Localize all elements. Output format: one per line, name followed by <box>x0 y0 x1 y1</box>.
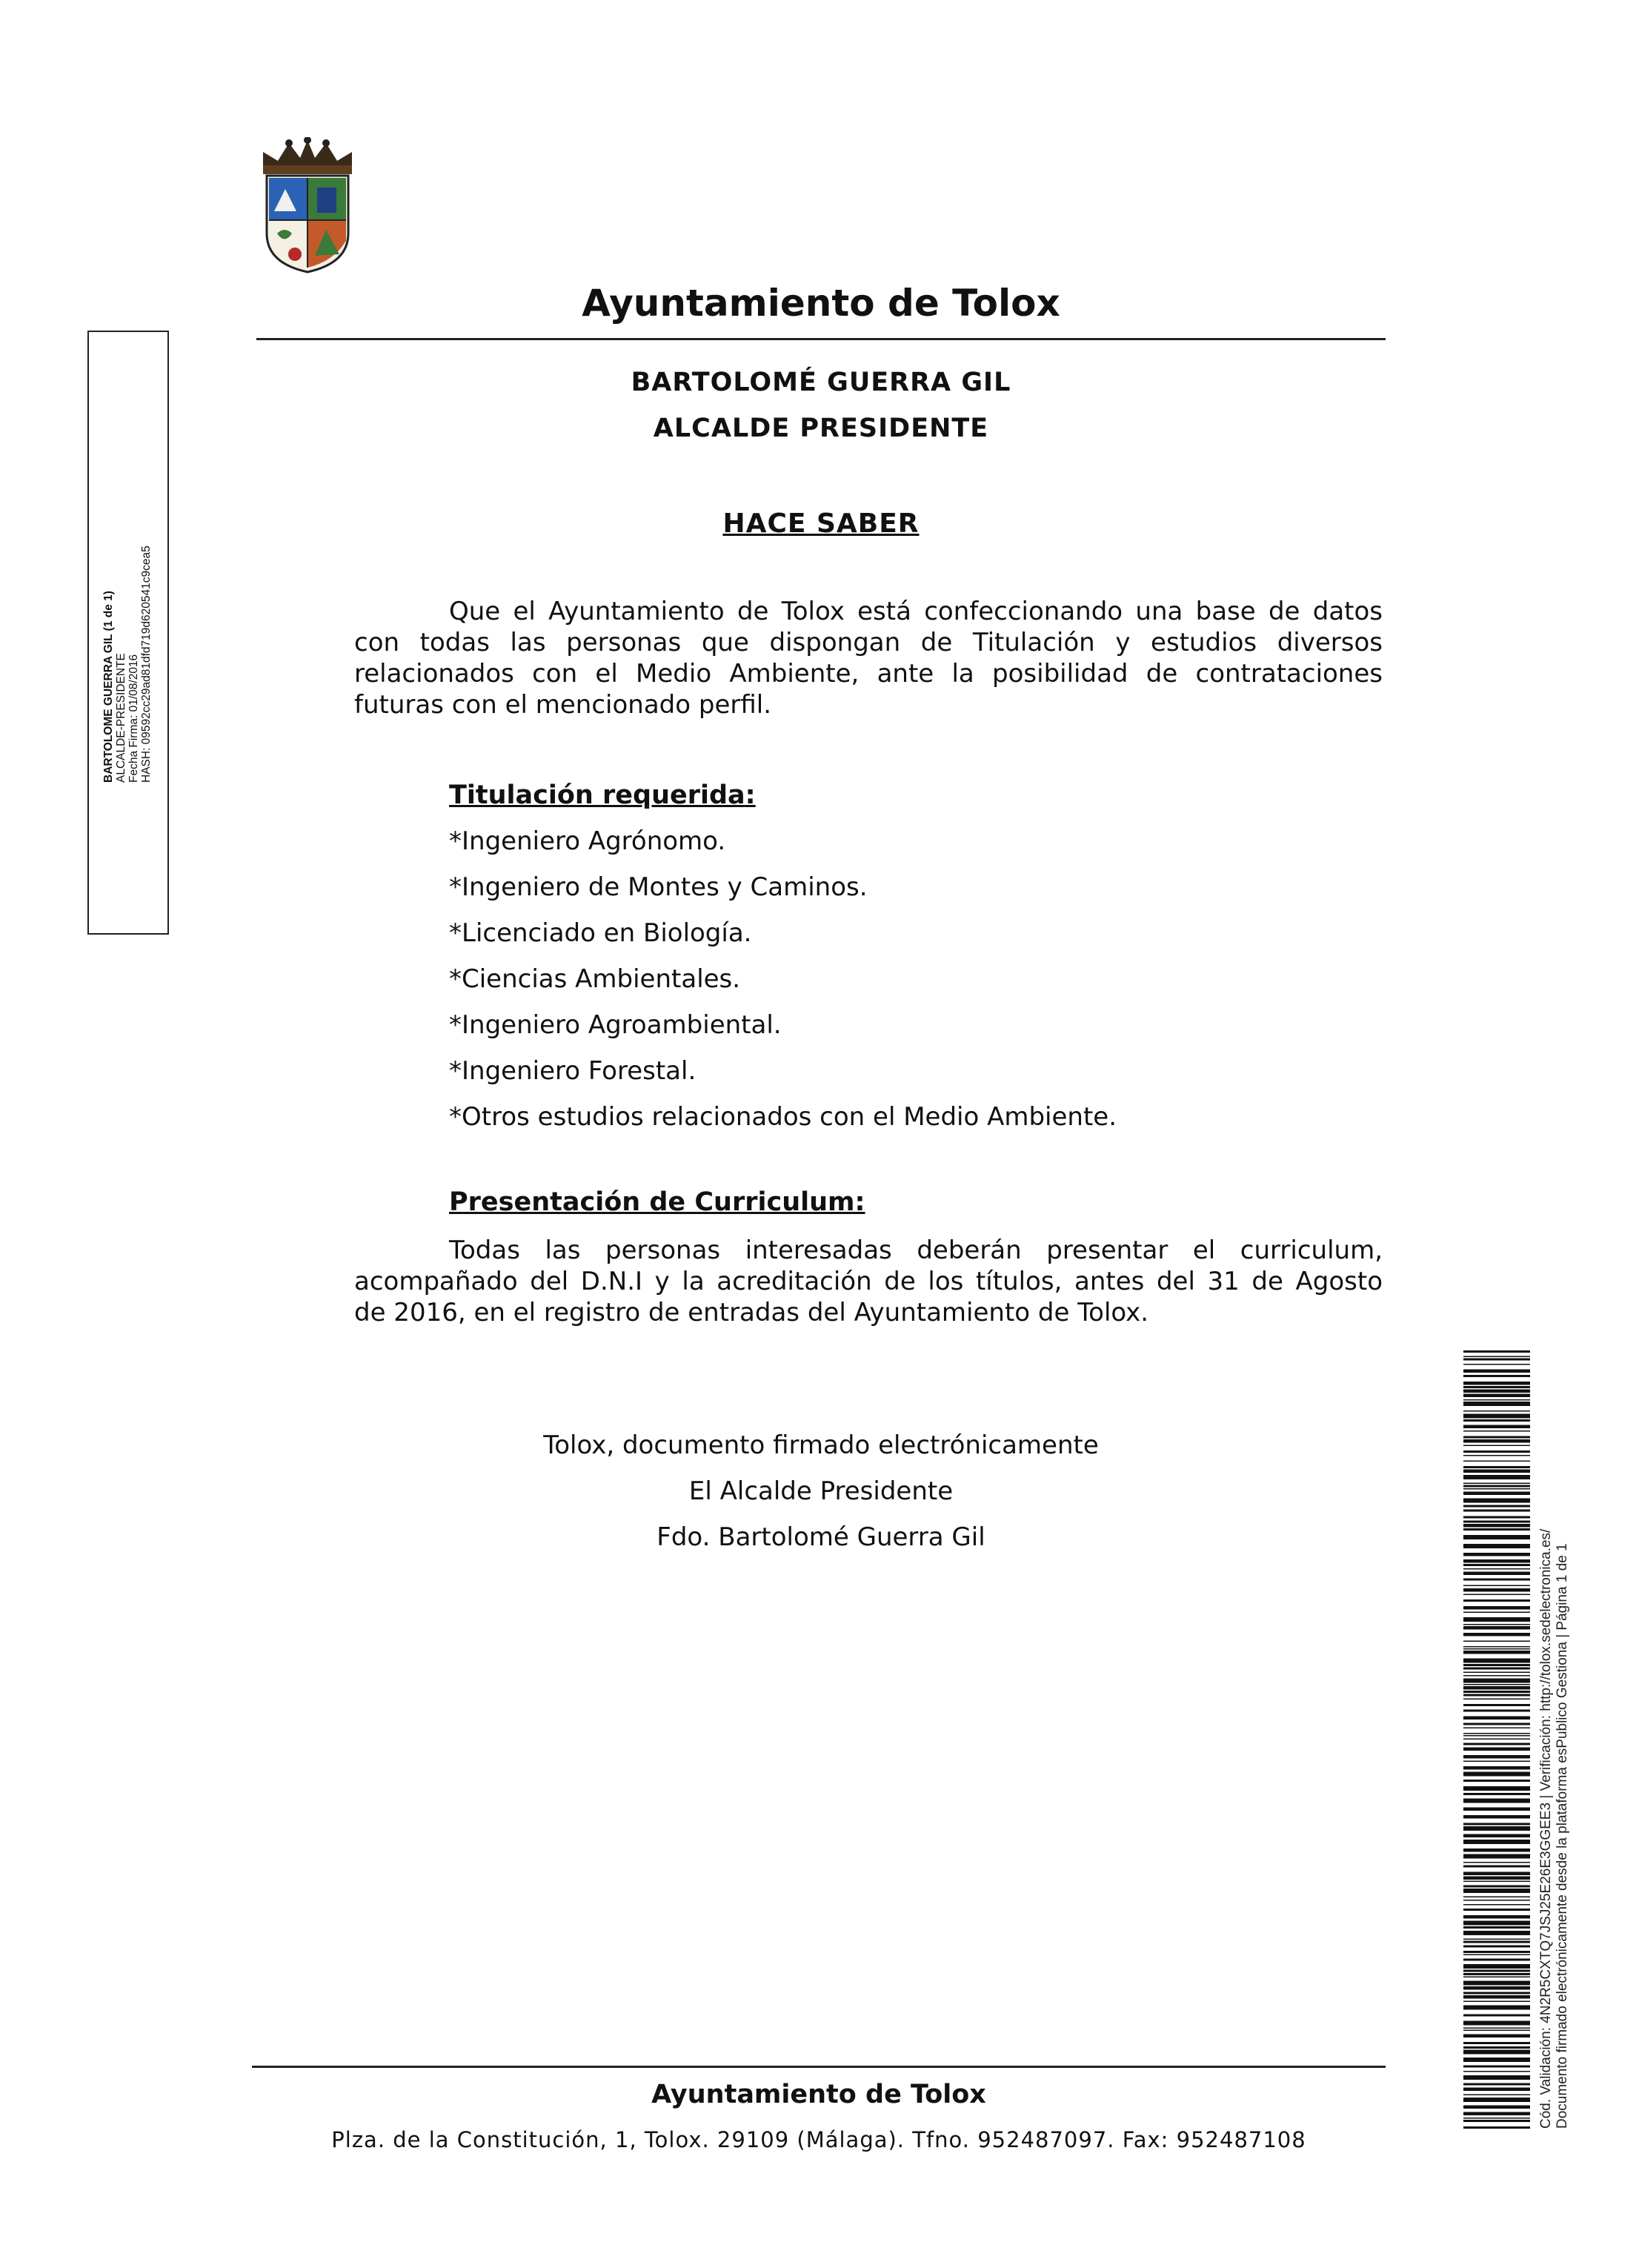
barcode-bar <box>1463 1840 1530 1844</box>
intro-line: Que el Ayuntamiento de Tolox está confeccionando una base de datos <box>449 597 1383 626</box>
footer-divider <box>252 2066 1386 2068</box>
barcode-bar <box>1463 2035 1530 2038</box>
titulacion-heading-colon: : <box>745 780 756 810</box>
barcode-bar <box>1463 1728 1530 1729</box>
barcode-bar <box>1463 1350 1530 1353</box>
barcode-bar <box>1463 1995 1530 1999</box>
barcode-bar <box>1463 1648 1530 1650</box>
validation-code: Cód. Validación: 4N2R5CXTQ7JSJ25E26E3GGEE3 | Verificación: http://tolox.sedelectronica.es/ <box>1538 1528 1554 2129</box>
signature-role: ALCALDE-PRESIDENTE <box>115 653 127 783</box>
notice-heading: HACE SABER <box>722 508 920 539</box>
barcode-bar <box>1463 1691 1530 1693</box>
barcode-bar <box>1463 2066 1530 2068</box>
document-title: Ayuntamiento de Tolox <box>582 282 1060 325</box>
barcode-bar <box>1463 1553 1530 1556</box>
presentacion-paragraph <box>354 1235 1383 1328</box>
closing-signature-line: Fdo. Bartolomé Guerra Gil <box>656 1522 985 1552</box>
barcode-bar <box>1463 1445 1530 1447</box>
barcode-bar <box>1463 2042 1530 2044</box>
barcode-bar <box>1463 1606 1530 1610</box>
barcode-bar <box>1463 1780 1530 1782</box>
barcode-bar <box>1463 1646 1530 1648</box>
barcode-bar <box>1463 1572 1530 1576</box>
barcode-bar <box>1463 1815 1530 1819</box>
barcode-bar <box>1463 1799 1530 1803</box>
barcode-bar <box>1463 1992 1530 1995</box>
barcode-bar <box>1463 1394 1530 1398</box>
barcode-bar <box>1463 1668 1530 1670</box>
barcode-bar <box>1463 1921 1530 1926</box>
barcode-bar <box>1463 1475 1530 1479</box>
barcode-bar <box>1463 1579 1530 1581</box>
barcode-bar <box>1463 1710 1530 1712</box>
barcode-bar <box>1463 1410 1530 1412</box>
closing-role-line: El Alcalde Presidente <box>688 1476 954 1506</box>
barcode-bar <box>1463 1568 1530 1570</box>
presentacion-line: Todas las personas interesadas deberán presentar el curriculum, <box>449 1236 1383 1265</box>
barcode-bar <box>1463 1414 1530 1419</box>
barcode-bar <box>1463 1528 1530 1531</box>
validation-platform: Documento firmado electrónicamente desde la plataforma esPublico Gestiona | Página 1 de 1 <box>1555 1543 1570 2129</box>
barcode-bar <box>1463 1356 1530 1358</box>
barcode-bar <box>1463 1510 1530 1512</box>
barcode-bar <box>1463 1761 1530 1763</box>
barcode-bar <box>1463 2083 1530 2086</box>
barcode-bar <box>1463 1735 1530 1737</box>
barcode-bar <box>1463 1672 1530 1674</box>
barcode-bar <box>1463 1455 1530 1456</box>
barcode-bar <box>1463 1505 1530 1508</box>
barcode-bar <box>1463 1516 1530 1519</box>
presentacion-heading-text: Presentación de Curriculum <box>449 1187 855 1217</box>
barcode-bar <box>1463 1588 1530 1592</box>
barcode-bar <box>1463 1370 1530 1373</box>
barcode-bar <box>1463 1679 1530 1683</box>
barcode-bar <box>1463 1723 1530 1725</box>
barcode-bar <box>1463 1359 1530 1361</box>
barcode-bar <box>1463 2028 1530 2029</box>
list-item: *Ciencias Ambientales. <box>449 964 741 994</box>
barcode-bar <box>1463 2006 1530 2010</box>
barcode-bar <box>1463 1439 1530 1443</box>
titulacion-heading-text: Titulación requerida <box>449 780 745 810</box>
barcode-bar <box>1463 1559 1530 1563</box>
barcode-bar <box>1463 1499 1530 1503</box>
header-divider <box>256 338 1386 340</box>
barcode-bar <box>1463 1881 1530 1883</box>
barcode-bar <box>1463 1986 1530 1990</box>
list-item: *Otros estudios relacionados con el Medio Ambiente. <box>449 1102 1117 1132</box>
barcode-bar <box>1463 1748 1530 1751</box>
barcode-bar <box>1463 1909 1530 1911</box>
signature-date: Fecha Firma: 01/08/2016 <box>127 654 140 783</box>
barcode-bar <box>1463 1521 1530 1523</box>
barcode-bar <box>1463 1564 1530 1566</box>
barcode-bar <box>1463 1699 1530 1700</box>
barcode-bar <box>1463 1826 1530 1831</box>
list-item: *Ingeniero Agroambiental. <box>449 1010 782 1040</box>
barcode-bar <box>1463 1651 1530 1654</box>
barcode-bar <box>1463 1386 1530 1388</box>
barcode-bar <box>1463 1617 1530 1622</box>
barcode-bar <box>1463 1585 1530 1587</box>
intro-line: futuras con el mencionado perfil. <box>354 690 772 720</box>
barcode-bar <box>1463 1897 1530 1898</box>
barcode-image <box>1463 1350 1530 2129</box>
presentacion-heading <box>449 1187 865 1217</box>
barcode-bar <box>1463 2015 1530 2017</box>
barcode-bar <box>1463 1612 1530 1614</box>
barcode-bar <box>1463 1544 1530 1548</box>
barcode-bar <box>1463 2021 1530 2026</box>
barcode-bar <box>1463 1904 1530 1906</box>
barcode-bar <box>1463 1889 1530 1893</box>
barcode-bar <box>1463 1866 1530 1868</box>
barcode-bar <box>1463 2088 1530 2092</box>
barcode-bar <box>1463 1664 1530 1666</box>
barcode-bar <box>1463 1973 1530 1975</box>
mayor-name: BARTOLOMÉ GUERRA GIL <box>631 368 1011 397</box>
barcode-bar <box>1463 1375 1530 1377</box>
barcode-bar <box>1463 1900 1530 1901</box>
barcode-bar <box>1463 2058 1530 2062</box>
validation-text-block <box>1534 1350 1571 2129</box>
barcode-bar <box>1463 1633 1530 1637</box>
barcode-bar <box>1463 1594 1530 1596</box>
barcode-bar <box>1463 1808 1530 1811</box>
barcode-bar <box>1463 1704 1530 1706</box>
barcode-bar <box>1463 1485 1530 1488</box>
barcode-bar <box>1463 1946 1530 1948</box>
barcode-bar <box>1463 1364 1530 1365</box>
barcode-bar <box>1463 2075 1530 2080</box>
barcode-bar <box>1463 2001 1530 2003</box>
list-item: *Ingeniero Forestal. <box>449 1056 697 1086</box>
barcode-bar <box>1463 1694 1530 1697</box>
barcode-bar <box>1463 2098 1530 2102</box>
footer-address: Plza. de la Constitución, 1, Tolox. 29109 (Málaga). Tfno. 952487097. Fax: 952487108 <box>331 2127 1306 2152</box>
barcode-bar <box>1463 1862 1530 1863</box>
presentacion-heading-colon: : <box>854 1187 865 1217</box>
barcode-bar <box>1463 1931 1530 1935</box>
closing-place-line: Tolox, documento firmado electrónicamente <box>543 1430 1099 1460</box>
barcode-bar <box>1463 1981 1530 1986</box>
barcode-bar <box>1463 1977 1530 1978</box>
barcode-bar <box>1463 1766 1530 1770</box>
presentacion-line: acompañado del D.N.I y la acreditación de los títulos, antes del 31 de Agosto <box>354 1267 1383 1296</box>
barcode-bar <box>1463 1483 1530 1485</box>
barcode-bar <box>1463 2071 1530 2072</box>
barcode-bar <box>1463 1599 1530 1602</box>
barcode-bar <box>1463 1524 1530 1528</box>
barcode-bar <box>1463 1470 1530 1473</box>
mayor-title: ALCALDE PRESIDENTE <box>653 414 989 443</box>
barcode-bar <box>1463 1939 1530 1940</box>
barcode-bar <box>1463 1786 1530 1791</box>
barcode-bar <box>1463 1834 1530 1838</box>
barcode-bar <box>1463 1743 1530 1745</box>
barcode-bar <box>1463 1624 1530 1625</box>
barcode-bar <box>1463 2112 1530 2116</box>
barcode-bar <box>1463 1954 1530 1956</box>
barcode-bar <box>1463 1466 1530 1468</box>
barcode-bar <box>1463 1382 1530 1385</box>
barcode-bar <box>1463 1970 1530 1972</box>
list-item: *Licenciado en Biología. <box>449 918 752 948</box>
barcode-bar <box>1463 1959 1530 1961</box>
barcode-bar <box>1463 2030 1530 2032</box>
footer-title: Ayuntamiento de Tolox <box>651 2080 986 2109</box>
barcode-bar <box>1463 1430 1530 1432</box>
presentacion-line: de 2016, en el registro de entradas del Ayuntamiento de Tolox. <box>354 1298 1149 1327</box>
barcode-bar <box>1463 1399 1530 1401</box>
intro-paragraph <box>354 596 1383 720</box>
barcode-bar <box>1463 2046 1530 2049</box>
barcode-bar <box>1463 1641 1530 1642</box>
coat-of-arms-logo <box>252 137 363 274</box>
barcode-bar <box>1463 1733 1530 1734</box>
barcode-bar <box>1463 2095 1530 2096</box>
barcode-bar <box>1463 1951 1530 1953</box>
barcode-bar <box>1463 1872 1530 1876</box>
barcode-bar <box>1463 1848 1530 1852</box>
barcode-bar <box>1463 1686 1530 1690</box>
barcode-bar <box>1463 2106 1530 2109</box>
barcode-bar <box>1463 1964 1530 1969</box>
barcode-bar <box>1463 1755 1530 1759</box>
barcode-bar <box>1463 2118 1530 2119</box>
titulacion-heading <box>449 780 756 810</box>
list-item: *Ingeniero de Montes y Caminos. <box>449 872 868 902</box>
barcode-bar <box>1463 1419 1530 1422</box>
barcode-bar <box>1463 1793 1530 1795</box>
barcode-bar <box>1463 1402 1530 1406</box>
barcode-bar <box>1463 1535 1530 1539</box>
signature-text-block <box>87 331 169 935</box>
barcode-bar <box>1463 2126 1530 2129</box>
barcode-bar <box>1463 1390 1530 1393</box>
barcode-bar <box>1463 1739 1530 1740</box>
intro-line: relacionados con el Medio Ambiente, ante la posibilidad de contrataciones <box>354 659 1383 689</box>
barcode-bar <box>1463 2050 1530 2055</box>
barcode-bar <box>1463 1488 1530 1490</box>
barcode-bar <box>1463 1684 1530 1685</box>
barcode-bar <box>1463 1436 1530 1439</box>
list-item: *Ingeniero Agrónomo. <box>449 826 726 856</box>
barcode-bar <box>1463 2120 1530 2122</box>
signature-signer: BARTOLOME GUERRA GIL (1 de 1) <box>102 591 115 783</box>
barcode-bar <box>1463 1492 1530 1496</box>
barcode-bar <box>1463 1823 1530 1826</box>
barcode-bar <box>1463 1675 1530 1677</box>
barcode-bar <box>1463 1877 1530 1880</box>
intro-line: con todas las personas que dispongan de Titulación y estudios diversos <box>354 628 1383 657</box>
barcode-bar <box>1463 1659 1530 1663</box>
barcode-bar <box>1463 1886 1530 1888</box>
barcode-bar <box>1463 1915 1530 1919</box>
barcode-bar <box>1463 1717 1530 1720</box>
barcode-bar <box>1463 1854 1530 1859</box>
barcode-bar <box>1463 1626 1530 1630</box>
barcode-bar <box>1463 1425 1530 1429</box>
barcode-bar <box>1463 1941 1530 1943</box>
barcode-bar <box>1463 1461 1530 1462</box>
barcode-bar <box>1463 1772 1530 1777</box>
barcode-bar <box>1463 1450 1530 1453</box>
barcode-bar <box>1463 1926 1530 1929</box>
signature-hash: HASH: 09592cc29ad81dfd719d620541c9cea5 <box>140 546 153 783</box>
